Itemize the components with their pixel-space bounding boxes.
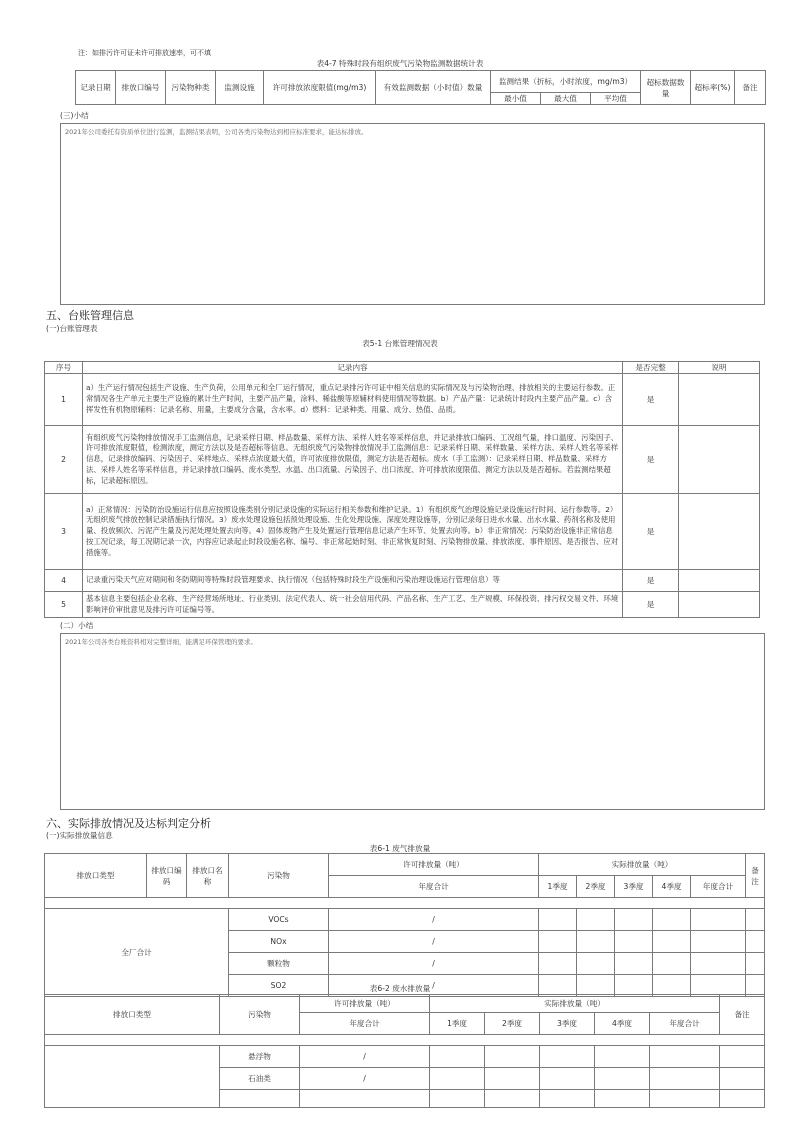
summary3-box (60, 123, 765, 305)
t51-row1-note (679, 374, 760, 426)
t47-header-date: 记录日期 (76, 71, 116, 105)
t62-group-cell (45, 1046, 220, 1108)
t61-row2-q2 (577, 931, 615, 953)
t47-header-limit: 许可排放浓度限值(mg/m3) (264, 71, 376, 105)
t62-row1-q2 (485, 1046, 540, 1068)
section5-subtitle: (一)台账管理表 (46, 324, 98, 333)
t47-header-exceed-rate: 超标率(%) (691, 71, 735, 105)
t61-row1-remark (746, 909, 765, 931)
t61-row3-pollutant: 颗粒物 (229, 953, 329, 975)
t51-row3-content: a）正常情况：污染防治设施运行信息应按照设施类别分别记录设施的实际运行相关参数和维护记录。1）有组织废气治理设施记录设施运行时间、运行参数等。2）无组织废气排放控制记录措施执行情况。3）废水处理设施包括预处理设施、生化处理设施、深度处理设施等，分别记录每日进水水量、出水水量、药剂名称及使用量、投放频次、污泥产生量及污泥处理处置去向等。4）固体废物产生及处置运行管理信息记录产生环节、处置去向等。b）非正常情况：污染防治设施非正常信息按工况记录，每工况期记录一次，内容应记录起止时段设施名称、编号、非正常起始时刻、非正常恢复时刻、污染物排放量、排放浓度、事件原因、是否报告、应对措施等。 (83, 494, 623, 570)
t62-row3-q4 (595, 1090, 650, 1108)
t51-row4-complete: 是 (623, 570, 679, 592)
t62-header-actual: 实际排放量（吨） (430, 995, 720, 1013)
t61-row2-permit: / (329, 931, 539, 953)
t61-row2-total (691, 931, 746, 953)
t62-spacer-row (45, 1035, 765, 1046)
table-6-2 (44, 994, 765, 1108)
t62-row1-permit: / (300, 1046, 430, 1068)
t51-row2-no: 2 (45, 426, 83, 494)
t61-row1-q3 (615, 909, 653, 931)
t51-row3-no: 3 (45, 494, 83, 570)
table-6-1 (44, 853, 765, 997)
t61-row1-q2 (577, 909, 615, 931)
t61-row2-q3 (615, 931, 653, 953)
t61-row1-pollutant: VOCs (229, 909, 329, 931)
t61-group-label: 全厂合计 (45, 909, 229, 997)
t62-header-permit: 许可排放量（吨） (300, 995, 430, 1013)
t51-header-note: 说明 (679, 362, 760, 374)
t47-header-exceed-count: 超标数据数量 (641, 71, 691, 105)
t62-row2-permit: / (300, 1068, 430, 1090)
t51-row2-content: 有组织废气污染物排放情况手工监测信息，记录采样日期、样品数量、采样方法、采样人姓名等采样信息，并记录排放口编码、工况组气量，排口温度、污染因子、许可排放浓度限值，检测浓度，测定方法以及是否超标等信息。无组织废气污染物排放情况手工监测信息：记录采样日期、采样数量、采样方法、采样人姓名等采样信息，记录排放编码、污染因子、采样地点、采样点浓度最大值，许可浓度排放限值，测定方法是否超标。废水（手工监测）：记录采样日期、样品数量、采样方法、采样人姓名等采样信息，并记录排放口编码、废水类型、水温、出口流量、污染因子、出口浓度、许可排放浓度限值、测定方法以及是否超标。若监测结果超标，记录超标原因。 (83, 426, 623, 494)
t62-sub-q3: 3季度 (540, 1013, 595, 1035)
t61-sub-q4: 4季度 (653, 876, 691, 898)
t51-row4-content: 记录重污染天气应对期间和冬防期间等特殊时段管理要求、执行情况（包括特殊时段生产设施和污染治理设施运行管理信息）等 (83, 570, 623, 592)
t62-sub-q2: 2季度 (485, 1013, 540, 1035)
section6-subtitle: (一)实际排放量信息 (46, 831, 113, 840)
t61-sub-q2: 2季度 (577, 876, 615, 898)
t61-row2-q4 (653, 931, 691, 953)
t62-row1-remark (720, 1046, 765, 1068)
t51-row2-complete: 是 (623, 426, 679, 494)
summary3-title: (三)小结 (60, 111, 89, 120)
t62-row3-permit (300, 1090, 430, 1108)
t61-header-code: 排放口编码 (147, 854, 187, 898)
t61-row3-permit: / (329, 953, 539, 975)
t47-sub-max: 最大值 (541, 93, 591, 105)
t61-sub-q3: 3季度 (615, 876, 653, 898)
summary5-box (60, 633, 765, 810)
table-row (45, 1046, 765, 1068)
table-row (45, 592, 760, 618)
t47-header-pollutant: 污染物种类 (166, 71, 216, 105)
t51-row3-complete: 是 (623, 494, 679, 570)
t62-sub-permit-total: 年度合计 (300, 1013, 430, 1035)
t51-row5-no: 5 (45, 592, 83, 618)
table-6-2-caption: 表6-2 废水排放量 (369, 984, 431, 993)
t61-row3-q2 (577, 953, 615, 975)
t51-row4-no: 4 (45, 570, 83, 592)
t61-header-pollutant: 污染物 (229, 854, 329, 898)
t61-row3-q4 (653, 953, 691, 975)
t62-row2-total (650, 1068, 720, 1090)
t51-header-content: 记录内容 (83, 362, 623, 374)
t61-row1-total (691, 909, 746, 931)
t61-header-permit: 许可排放量（吨） (329, 854, 539, 876)
t61-row3-remark (746, 953, 765, 975)
t62-sub-q4: 4季度 (595, 1013, 650, 1035)
t62-row3-pollutant (220, 1090, 300, 1108)
t62-row3-remark (720, 1090, 765, 1108)
section5-title: 五、台账管理信息 (46, 309, 134, 322)
t62-header-type: 排放口类型 (45, 995, 220, 1035)
t51-header-no: 序号 (45, 362, 83, 374)
t51-header-complete: 是否完整 (623, 362, 679, 374)
t62-row1-q3 (540, 1046, 595, 1068)
t62-row2-pollutant: 石油类 (220, 1068, 300, 1090)
table-row (45, 426, 760, 494)
table-4-7 (75, 70, 766, 105)
t51-row1-content: a）生产运行情况包括生产设施、生产负荷，公用单元和全厂运行情况，重点记录排污许可证中相关信息的实际情况及与污染物治理、排放相关的主要运行参数。正常情况各生产单元主要生产设施的累计生产时间，主要产品产量，涂料、稀盐酸等原辅材料使用情况等数据。b）产品产量：记录统计时段内主要产品产量。c）含挥发性有机物原辅料：记录名称、用量，主要成分含量，含水率。d）燃料：记录种类、用量、成分、热值、品质。 (83, 374, 623, 426)
t62-row2-q4 (595, 1068, 650, 1090)
summary5-title: (二）小结 (60, 621, 94, 630)
table-4-7-caption: 表4-7 特殊时段有组织废气污染物监测数据统计表 (316, 59, 484, 68)
t51-row4-note (679, 570, 760, 592)
table-6-1-caption: 表6-1 废气排放量 (369, 844, 431, 853)
t61-row1-permit: / (329, 909, 539, 931)
t61-spacer-row (45, 898, 765, 909)
t61-header-name: 排放口名称 (187, 854, 229, 898)
t61-row4-permit: / (329, 975, 539, 997)
section6-title: 六、实际排放情况及达标判定分析 (46, 817, 211, 830)
t62-sub-q1: 1季度 (430, 1013, 485, 1035)
t61-row3-total (691, 953, 746, 975)
t51-row1-complete: 是 (623, 374, 679, 426)
t47-sub-min: 最小值 (491, 93, 541, 105)
table-row (45, 494, 760, 570)
t61-sub-permit-total: 年度合计 (329, 876, 539, 898)
t62-row2-q2 (485, 1068, 540, 1090)
t62-row3-q3 (540, 1090, 595, 1108)
t61-header-type: 排放口类型 (45, 854, 147, 898)
t62-row1-pollutant: 悬浮物 (220, 1046, 300, 1068)
t61-row1-q1 (539, 909, 577, 931)
summary3-text: 2021年公司委托有资质单位进行监测，监测结果表明，公司各类污染物达到相应标准要求，能达标排放。 (65, 128, 368, 136)
t47-sub-avg: 平均值 (591, 93, 641, 105)
t62-header-remark: 备注 (720, 995, 765, 1035)
table-row (45, 570, 760, 592)
t47-header-result: 监测结果（折标，小时浓度，mg/m3） (491, 71, 641, 93)
t61-header-actual: 实际排放量（吨） (539, 854, 746, 876)
t62-header-pollutant: 污染物 (220, 995, 300, 1035)
t62-row2-q1 (430, 1068, 485, 1090)
t51-row5-note (679, 592, 760, 618)
t62-row2-remark (720, 1068, 765, 1090)
t61-row3-q3 (615, 953, 653, 975)
t62-row3-q2 (485, 1090, 540, 1108)
t61-sub-q1: 1季度 (539, 876, 577, 898)
t62-row1-total (650, 1046, 720, 1068)
t51-row5-content: 基本信息主要包括企业名称、生产经营场所地址、行业类别、法定代表人、统一社会信用代码、产品名称、生产工艺、生产规模、环保投资、排污权交易文件、环境影响评价审批意见及排污许可证编号等。 (83, 592, 623, 618)
t51-row1-no: 1 (45, 374, 83, 426)
t61-header-remark: 备注 (746, 854, 765, 898)
table-row (45, 909, 765, 931)
t62-row1-q4 (595, 1046, 650, 1068)
t62-row3-total (650, 1090, 720, 1108)
table-5-1 (44, 361, 760, 618)
t51-row5-complete: 是 (623, 592, 679, 618)
t47-header-remark: 备注 (735, 71, 766, 105)
summary5-text: 2021年公司各类台账资料相对完整详细，能满足环保管理的要求。 (65, 638, 258, 646)
t47-header-outlet: 排放口编号 (116, 71, 166, 105)
t47-header-count: 有效监测数据（小时值）数量 (376, 71, 491, 105)
t47-header-facility: 监测设施 (216, 71, 264, 105)
t62-row2-q3 (540, 1068, 595, 1090)
top-note: 注：如排污许可证未许可排放速率，可不填 (78, 49, 211, 57)
table-5-1-caption: 表5-1 台账管理情况表 (362, 339, 438, 348)
t61-row3-q1 (539, 953, 577, 975)
t61-row2-pollutant: NOx (229, 931, 329, 953)
t61-row1-q4 (653, 909, 691, 931)
table-row (45, 374, 760, 426)
t51-row2-note (679, 426, 760, 494)
t62-row3-q1 (430, 1090, 485, 1108)
t61-row4-pollutant: SO2 (229, 975, 329, 997)
t62-sub-actual-total: 年度合计 (650, 1013, 720, 1035)
t62-row1-q1 (430, 1046, 485, 1068)
t61-row2-remark (746, 931, 765, 953)
t61-sub-actual-total: 年度合计 (691, 876, 746, 898)
t61-row2-q1 (539, 931, 577, 953)
t51-row3-note (679, 494, 760, 570)
